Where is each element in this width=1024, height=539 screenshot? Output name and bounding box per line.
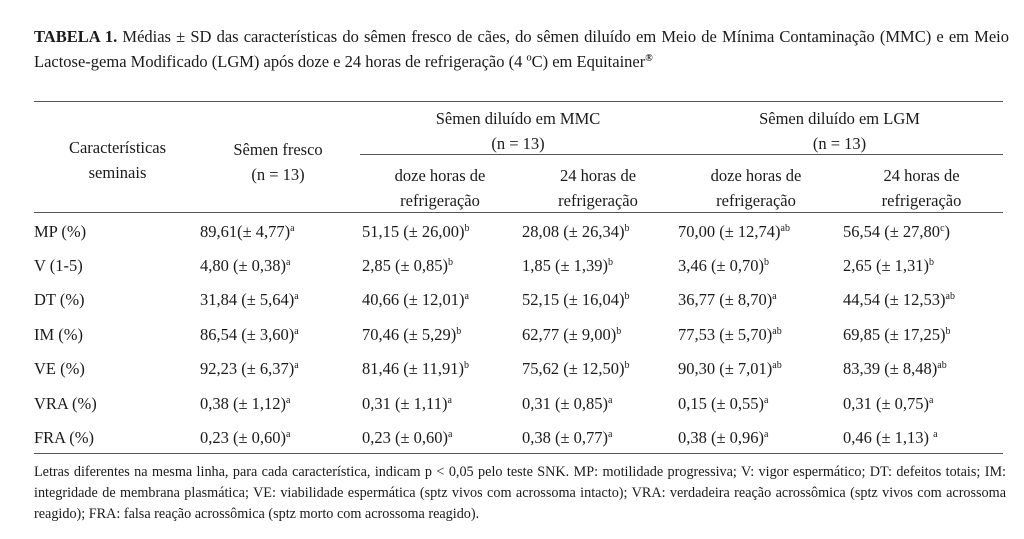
cell-value: 0,38 (± 1,12) <box>200 394 287 413</box>
cell-value: 69,85 (± 17,25) <box>843 325 946 344</box>
header-fresh: Sêmen fresco (n = 13) <box>233 140 323 184</box>
cell-value: 0,46 (± 1,13) <box>843 428 934 447</box>
cell-tail: ) <box>944 222 951 241</box>
cell-value: 56,54 (± 27,80 <box>843 222 941 241</box>
cell-value: 40,66 (± 12,01) <box>362 290 465 309</box>
significance-letter: b <box>929 257 935 268</box>
caption-label: TABELA 1. <box>34 27 118 46</box>
significance-letter: b <box>624 291 630 302</box>
table-cell <box>843 287 955 312</box>
table-cell <box>522 356 630 381</box>
significance-letter: ab <box>780 223 790 234</box>
cell-value: 1,85 (± 1,39) <box>522 256 609 275</box>
row-label: VE (%) <box>34 359 85 378</box>
cell-value: 52,15 (± 16,04) <box>522 290 625 309</box>
table-footnote: Letras diferentes na mesma linha, para cada característica, indicam p < 0,05 pelo teste SNK. MP: motilidade progressiva; V: vigor espermático; DT: defeitos totais; IM: integridade de membrana plasmática; VE: viabilidade espermática (sptz vivos com acrossoma intacto); VRA: verdadeira reação acrossômica (sptz vivos com acrossoma reagido); FRA: falsa reação acrossômica (sptz morto com acrossoma reagido). <box>34 464 1006 522</box>
table-cell <box>200 253 291 278</box>
cell-value: 0,15 (± 0,55) <box>678 394 765 413</box>
header-mmc-24h: 24 horas de refrigeração <box>558 166 638 210</box>
cell-value: 77,53 (± 5,70) <box>678 325 773 344</box>
cell-value: 70,46 (± 5,29) <box>362 325 457 344</box>
row-label: V (1-5) <box>34 256 83 275</box>
significance-letter: a <box>290 223 295 234</box>
significance-letter: ab <box>945 291 955 302</box>
cell-value: 0,38 (± 0,77) <box>522 428 609 447</box>
caption-text: Médias ± SD das características do sêmen fresco de cães, do sêmen diluído em Meio de Mínima Contaminação (MMC) e em Meio Lactose-gema Modificado (LGM) após doze e 24 horas de refrigeração (4 ºC) em Equitainer <box>34 27 1009 71</box>
significance-letter: b <box>945 326 951 337</box>
table-cell <box>362 219 470 244</box>
header-lgm: Sêmen diluído em LGM (n = 13) <box>759 109 920 153</box>
cell-value: 0,31 (± 0,85) <box>522 394 609 413</box>
cell-value: 89,61(± 4,77) <box>200 222 291 241</box>
cell-value: 0,38 (± 0,96) <box>678 428 765 447</box>
table-cell <box>522 219 630 244</box>
significance-letter: a <box>286 429 291 440</box>
registered-mark: ® <box>645 53 653 64</box>
significance-letter: b <box>624 223 630 234</box>
header-lgm-24h: 24 horas de refrigeração <box>881 166 962 210</box>
significance-letter: ab <box>772 360 782 371</box>
significance-letter: a <box>929 395 934 406</box>
row-label: DT (%) <box>34 290 85 309</box>
cell-value: 0,23 (± 0,60) <box>200 428 287 447</box>
table-cell <box>362 425 453 450</box>
header-lgm-12h: doze horas de refrigeração <box>710 166 802 210</box>
table-cell <box>522 287 630 312</box>
table-cell <box>678 425 769 450</box>
cell-value: 28,08 (± 26,34) <box>522 222 625 241</box>
significance-letter: b <box>616 326 622 337</box>
table-cell <box>200 391 291 416</box>
significance-letter: c <box>940 223 945 234</box>
table-cell <box>843 391 934 416</box>
significance-letter: b <box>464 223 470 234</box>
table-cell <box>362 391 452 416</box>
cell-value: 44,54 (± 12,53) <box>843 290 946 309</box>
table-cell <box>678 253 769 278</box>
table-cell <box>678 287 777 312</box>
table-cell <box>200 322 299 347</box>
table-cell <box>678 322 782 347</box>
table-cell <box>362 253 453 278</box>
table-cell <box>200 219 295 244</box>
table-cell <box>843 219 950 244</box>
table-cell <box>362 287 469 312</box>
significance-letter: a <box>764 429 769 440</box>
cell-value: 62,77 (± 9,00) <box>522 325 617 344</box>
table-cell <box>678 391 769 416</box>
significance-letter: b <box>456 326 462 337</box>
cell-value: 31,84 (± 5,64) <box>200 290 295 309</box>
cell-value: 70,00 (± 12,74) <box>678 222 781 241</box>
table-cell <box>843 253 934 278</box>
significance-letter: a <box>294 326 299 337</box>
header-characteristics: Características seminais <box>68 138 167 182</box>
table-cell <box>362 356 469 381</box>
cell-value: 51,15 (± 26,00) <box>362 222 465 241</box>
significance-letter: a <box>286 395 291 406</box>
significance-letter: a <box>608 395 613 406</box>
cell-value: 83,39 (± 8,48) <box>843 359 938 378</box>
significance-letter: a <box>464 291 469 302</box>
table-caption <box>34 24 1009 74</box>
table-cell <box>522 322 621 347</box>
significance-letter: a <box>447 395 452 406</box>
cell-value: 4,80 (± 0,38) <box>200 256 287 275</box>
top-rule <box>34 101 1003 102</box>
significance-letter: b <box>463 360 469 371</box>
table-cell <box>678 219 790 244</box>
table-cell <box>522 253 613 278</box>
header-mmc: Sêmen diluído em MMC (n = 13) <box>435 109 601 153</box>
cell-value: 75,62 (± 12,50) <box>522 359 625 378</box>
table-cell <box>843 356 947 381</box>
significance-letter: ab <box>937 360 947 371</box>
table-cell <box>522 425 613 450</box>
significance-letter: a <box>608 429 613 440</box>
cell-value: 2,85 (± 0,85) <box>362 256 449 275</box>
cell-value: 3,46 (± 0,70) <box>678 256 765 275</box>
significance-letter: a <box>294 291 299 302</box>
significance-letter: a <box>448 429 453 440</box>
row-label: VRA (%) <box>34 394 97 413</box>
table-cell <box>200 287 299 312</box>
cell-value: 86,54 (± 3,60) <box>200 325 295 344</box>
table-cell <box>843 425 938 450</box>
significance-letter: b <box>608 257 614 268</box>
row-label: IM (%) <box>34 325 84 344</box>
bottom-rule <box>34 453 1003 454</box>
cell-value: 36,77 (± 8,70) <box>678 290 773 309</box>
cell-value: 0,23 (± 0,60) <box>362 428 449 447</box>
cell-value: 90,30 (± 7,01) <box>678 359 773 378</box>
significance-letter: ab <box>772 326 782 337</box>
cell-value: 92,23 (± 6,37) <box>200 359 295 378</box>
cell-value: 81,46 (± 11,91) <box>362 359 464 378</box>
table-cell <box>522 391 613 416</box>
significance-letter: b <box>624 360 630 371</box>
row-label: FRA (%) <box>34 428 95 447</box>
table-cell <box>200 356 299 381</box>
significance-letter: a <box>933 429 938 440</box>
table-cell <box>678 356 782 381</box>
header-mmc-12h: doze horas de refrigeração <box>394 166 486 210</box>
significance-letter: a <box>772 291 777 302</box>
cell-value: 0,31 (± 1,11) <box>362 394 448 413</box>
table-cell <box>362 322 461 347</box>
row-label: MP (%) <box>34 222 87 241</box>
significance-letter: a <box>294 360 299 371</box>
table-cell <box>200 425 291 450</box>
significance-letter: a <box>764 395 769 406</box>
significance-letter: a <box>286 257 291 268</box>
table-cell <box>843 322 951 347</box>
cell-value: 0,31 (± 0,75) <box>843 394 930 413</box>
significance-letter: b <box>448 257 454 268</box>
cell-value: 2,65 (± 1,31) <box>843 256 930 275</box>
significance-letter: b <box>764 257 770 268</box>
